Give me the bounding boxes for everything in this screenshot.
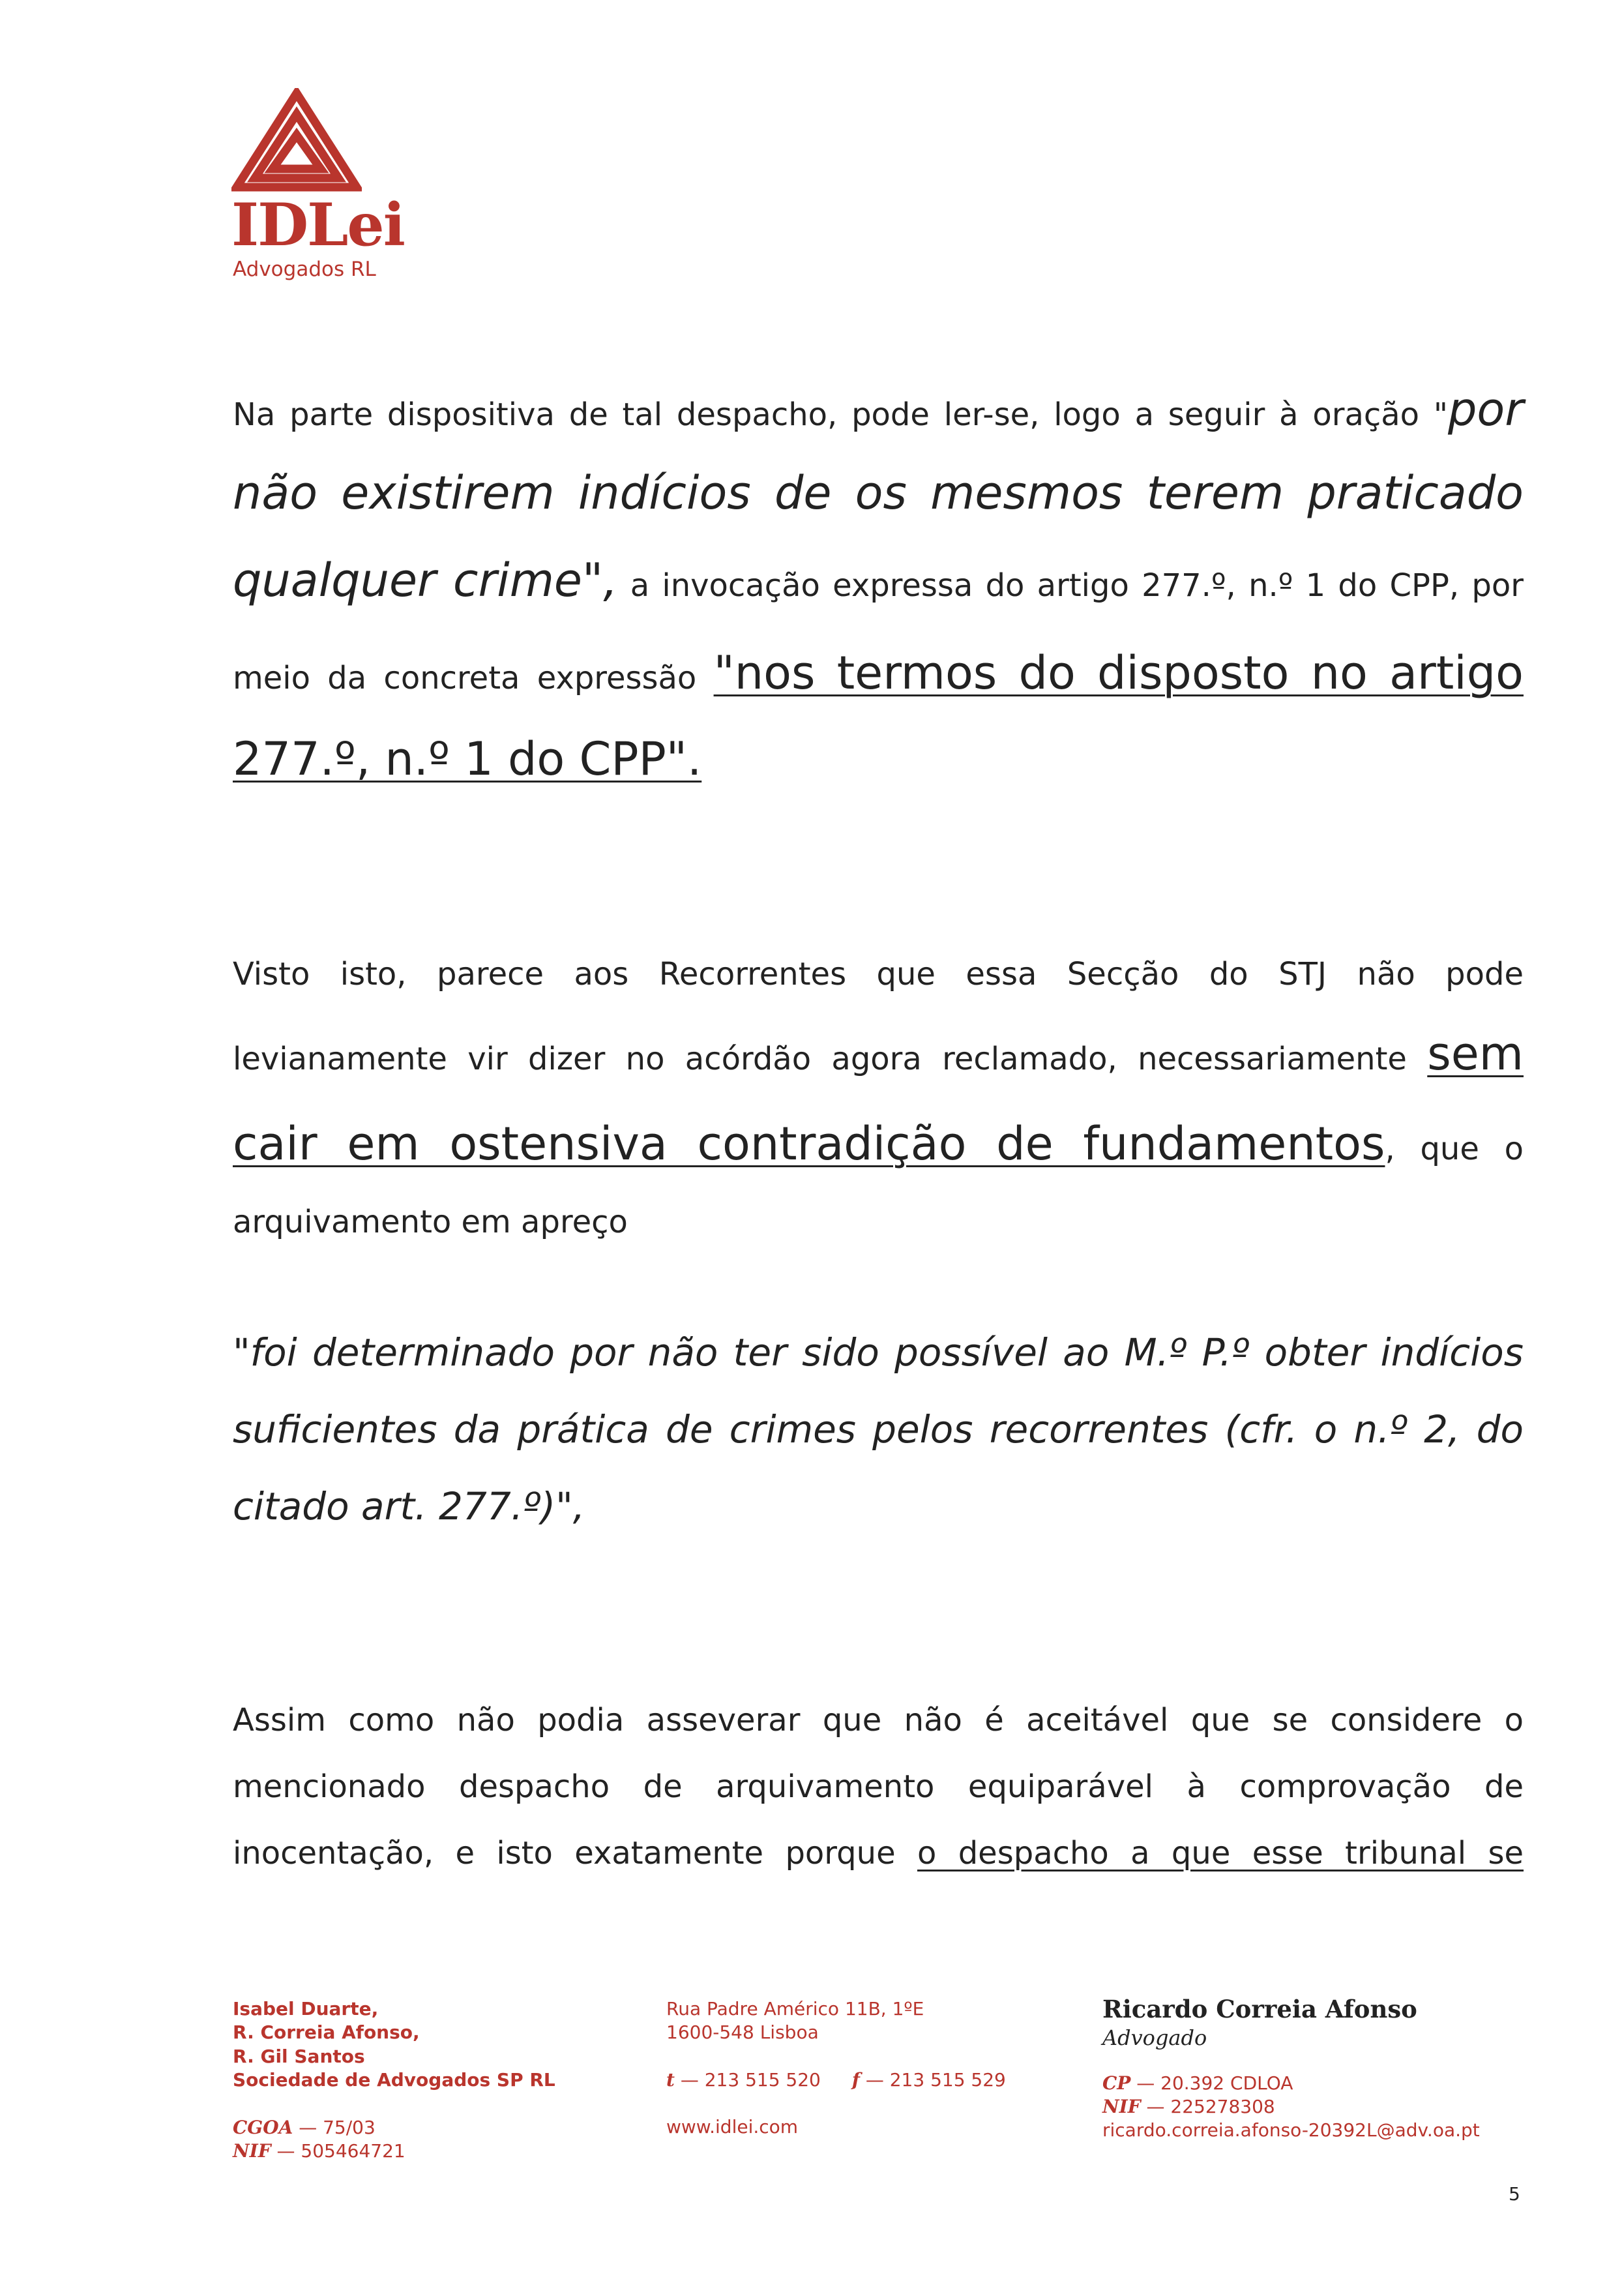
triangle-logo-icon bbox=[231, 88, 362, 192]
p1-line-4: meio da concreta expressão "nos termos do disposto no artigo bbox=[233, 646, 1524, 700]
p3-line-3: inocentação, e isto exatamente porque o despacho a que esse tribunal se bbox=[233, 1835, 1524, 1871]
footer-address-2: 1600-548 Lisboa bbox=[666, 2021, 819, 2044]
p3-line-2: mencionado despacho de arquivamento equiparável à comprovação de bbox=[233, 1768, 1524, 1805]
footer-partner: Isabel Duarte, bbox=[233, 1998, 379, 2020]
page-number: 5 bbox=[1509, 2183, 1520, 2205]
footer-phones: t — 213 515 520 f — 213 515 529 bbox=[666, 2068, 1006, 2091]
lawyer-role: Advogado bbox=[1102, 2025, 1207, 2051]
p2-line-4: arquivamento em apreço bbox=[233, 1204, 628, 1240]
p2-line-1: Visto isto, parece aos Recorrentes que essa Secção do STJ não pode bbox=[233, 956, 1524, 992]
footer-fax: — 213 515 529 bbox=[859, 2068, 1006, 2091]
p2-line-3: cair em ostensiva contradição de fundamentos, que o bbox=[233, 1117, 1524, 1170]
p1-line-5: 277.º, n.º 1 do CPP". bbox=[233, 732, 702, 786]
quote-line-1: "foi determinado por não ter sido possível ao M.º P.º obter indícios bbox=[233, 1330, 1524, 1375]
lawyer-nif: NIF — 225278308 bbox=[1102, 2096, 1275, 2118]
p2-line-2: levianamente vir dizer no acórdão agora reclamado, necessariamente sem bbox=[233, 1027, 1524, 1081]
lawyer-name: Ricardo Correia Afonso bbox=[1102, 1995, 1417, 2023]
footer-website[interactable]: www.idlei.com bbox=[666, 2116, 799, 2138]
footer-phone: — 213 515 520 bbox=[674, 2068, 821, 2091]
footer-lawyer bbox=[1102, 1993, 1480, 2143]
p1-line-1: Na parte dispositiva de tal despacho, pode ler-se, logo a seguir à oração "por bbox=[233, 383, 1524, 436]
footer-partner: R. Gil Santos bbox=[233, 2045, 365, 2067]
p1-line-2: não existirem indícios de os mesmos terem praticado bbox=[233, 466, 1524, 520]
footer-cgoa: CGOA — 75/03 bbox=[233, 2116, 376, 2138]
p1-line-3: qualquer crime", a invocação expressa do artigo 277.º, n.º 1 do CPP, por bbox=[233, 554, 1524, 607]
quote-line-2: suficientes da prática de crimes pelos recorrentes (cfr. o n.º 2, do bbox=[233, 1407, 1524, 1452]
brand-logo bbox=[231, 88, 401, 192]
footer-address-1: Rua Padre Américo 11B, 1ºE bbox=[666, 1998, 924, 2020]
brand-subtitle: Advogados RL bbox=[233, 258, 376, 281]
brand-name: IDLei bbox=[231, 190, 404, 260]
footer-partner: R. Correia Afonso, bbox=[233, 2021, 420, 2044]
lawyer-cp: CP — 20.392 CDLOA bbox=[1102, 2072, 1293, 2094]
footer-contact bbox=[666, 1997, 1006, 2139]
lawyer-email[interactable]: ricardo.correia.afonso-20392L@adv.oa.pt bbox=[1102, 2119, 1480, 2141]
quote-line-3: citado art. 277.º)", bbox=[233, 1484, 585, 1528]
footer-firm bbox=[233, 1997, 555, 2163]
footer-firm-nif: NIF — 505464721 bbox=[233, 2139, 406, 2162]
footer-company: Sociedade de Advogados SP RL bbox=[233, 2069, 555, 2091]
p3-line-1: Assim como não podia asseverar que não é aceitável que se considere o bbox=[233, 1702, 1524, 1738]
